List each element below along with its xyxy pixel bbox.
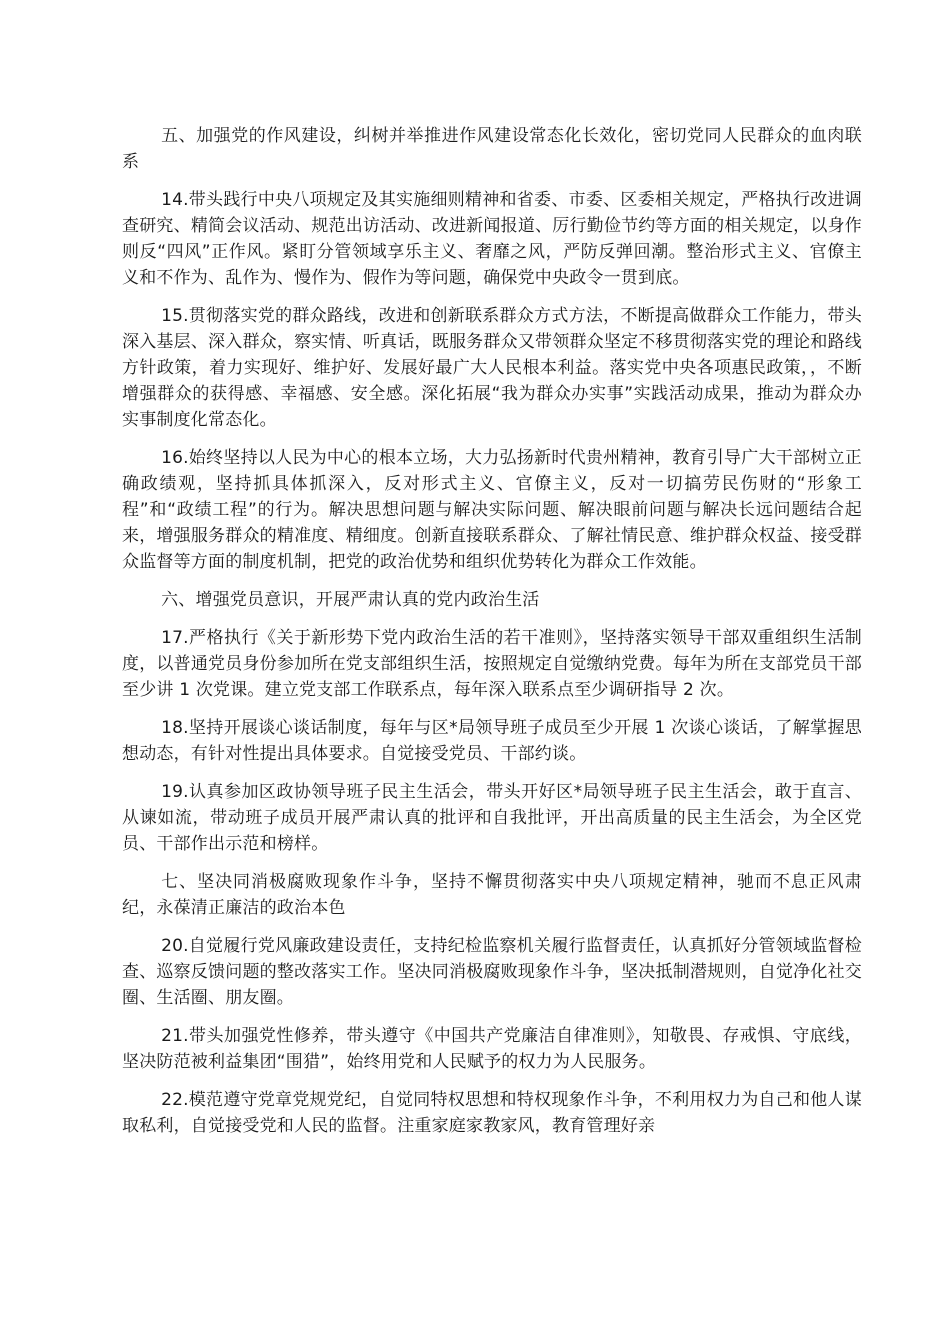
- paragraph-19: 19.认真参加区政协领导班子民主生活会，带头开好区*局领导班子民主生活会，敢于直言、从谏如流，带动班子成员开展严肃认真的批评和自我批评，开出高质量的民主生活会，为全区党员、干部作出示范和榜样。: [122, 782, 862, 854]
- document-body: [122, 123, 862, 1151]
- paragraph-15: 15.贯彻落实党的群众路线，改进和创新联系群众方式方法，不断提高做群众工作能力，带头深入基层、深入群众，察实情、听真话，既服务群众又带领群众坚定不移贯彻落实党的理论和路线方针政策，着力实现好、维护好、发展好最广大人民根本利益。落实党中央各项惠民政策，，不断增强群众的获得感、幸福感、安全感。深化拓展“我为群众办实事”实践活动成果，推动为群众办实事制度化常态化。: [122, 306, 862, 430]
- paragraph-22: 22.模范遵守党章党规党纪，自觉同特权思想和特权现象作斗争，不利用权力为自己和他人谋取私利，自觉接受党和人民的监督。注重家庭家教家风，教育管理好亲: [122, 1090, 862, 1136]
- paragraph-18: 18.坚持开展谈心谈话制度，每年与区*局领导班子成员至少开展 1 次谈心谈话，了解掌握思想动态，有针对性提出具体要求。自觉接受党员、干部约谈。: [122, 718, 862, 764]
- section-heading-5: 五、加强党的作风建设，纠树并举推进作风建设常态化长效化，密切党同人民群众的血肉联系: [122, 126, 862, 172]
- section-heading-6: 六、增强党员意识，开展严肃认真的党内政治生活: [161, 590, 540, 610]
- paragraph-17: 17.严格执行《关于新形势下党内政治生活的若干准则》，坚持落实领导干部双重组织生活制度，以普通党员身份参加所在党支部组织生活，按照规定自觉缴纳党费。每年为所在支部党员干部至少讲 1 次党课。建立党支部工作联系点，每年深入联系点至少调研指导 2 次。: [122, 628, 862, 700]
- paragraph-14: 14.带头践行中央八项规定及其实施细则精神和省委、市委、区委相关规定，严格执行改进调查研究、精简会议活动、规范出访活动、改进新闻报道、厉行勤俭节约等方面的相关规定，以身作则反“四风”正作风。紧盯分管领域享乐主义、奢靡之风，严防反弹回潮。整治形式主义、官僚主义和不作为、乱作为、慢作为、假作为等问题，确保党中央政令一贯到底。: [122, 190, 862, 288]
- paragraph-16: 16.始终坚持以人民为中心的根本立场，大力弘扬新时代贵州精神，教育引导广大干部树立正确政绩观，坚持抓具体抓深入，反对形式主义、官僚主义，反对一切搞劳民伤财的“形象工程”和“政绩工程”的行为。解决思想问题与解决实际问题、解决眼前问题与解决长远问题结合起来，增强服务群众的精准度、精细度。创新直接联系群众、了解社情民意、维护群众权益、接受群众监督等方面的制度机制，把党的政治优势和组织优势转化为群众工作效能。: [122, 448, 862, 572]
- paragraph-21: 21.带头加强党性修养，带头遵守《中国共产党廉洁自律准则》，知敬畏、存戒惧、守底线，坚决防范被利益集团“围猎”，始终用党和人民赋予的权力为人民服务。: [122, 1026, 862, 1072]
- section-heading-7: 七、坚决同消极腐败现象作斗争，坚持不懈贯彻落实中央八项规定精神，驰而不息正风肃纪，永葆清正廉洁的政治本色: [122, 872, 862, 918]
- paragraph-20: 20.自觉履行党风廉政建设责任，支持纪检监察机关履行监督责任，认真抓好分管领域监督检查、巡察反馈问题的整改落实工作。坚决同消极腐败现象作斗争，坚决抵制潜规则，自觉净化社交圈、生活圈、朋友圈。: [122, 936, 862, 1008]
